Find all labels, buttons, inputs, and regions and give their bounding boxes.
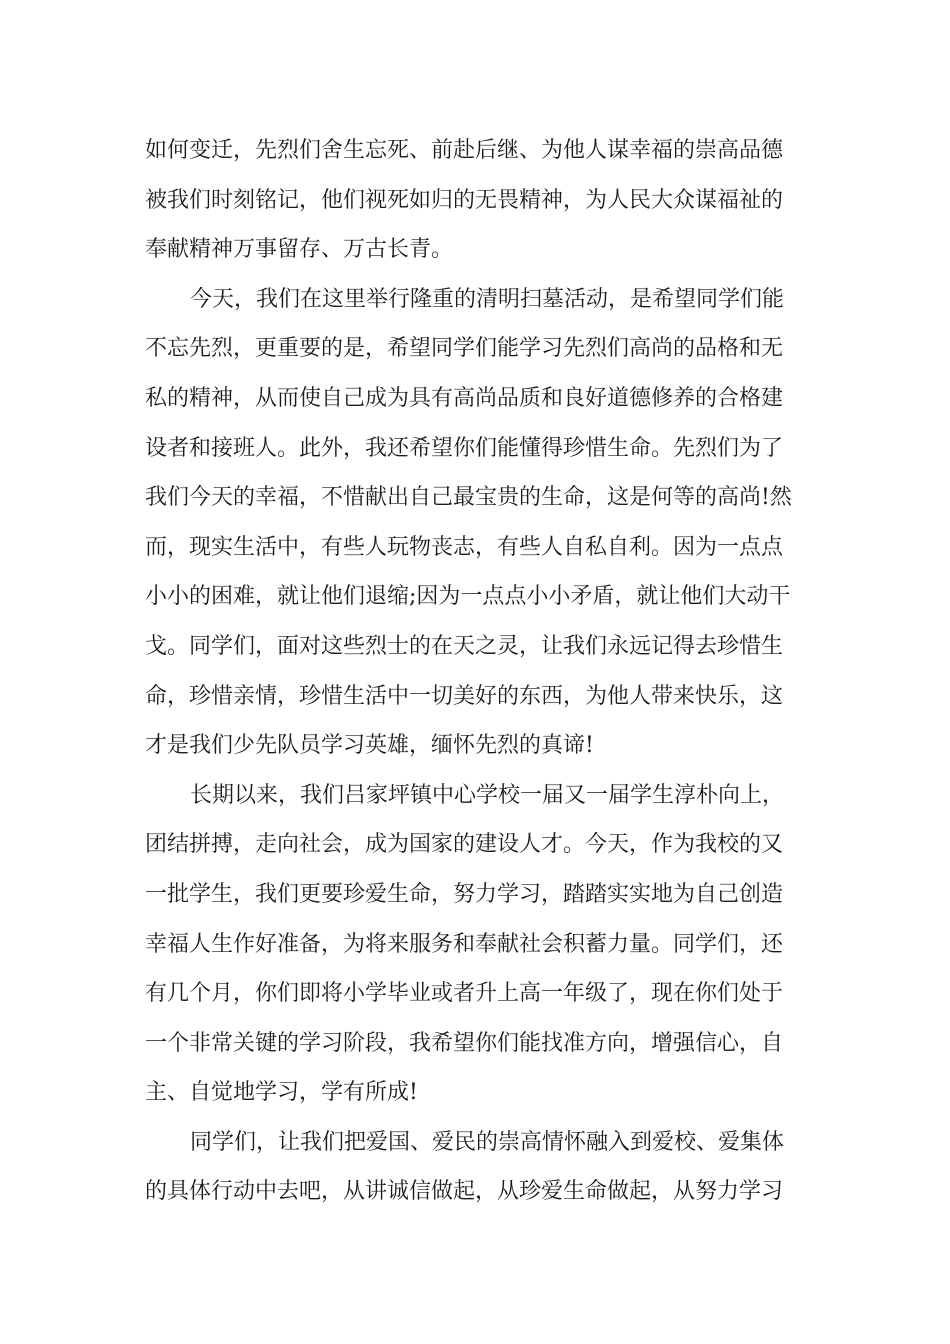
body-text <box>145 126 805 1217</box>
text-line: 一个非常关键的学习阶段，我希望你们能找准方向，增强信心，自 <box>145 1030 784 1056</box>
text-line: 的具体行动中去吧，从讲诚信做起，从珍爱生命做起，从努力学习 <box>145 1179 784 1205</box>
text-line: 命，珍惜亲情，珍惜生活中一切美好的东西，为他人带来快乐，这 <box>145 683 784 709</box>
text-line: 如何变迁，先烈们舍生忘死、前赴后继、为他人谋幸福的崇高品德 <box>145 138 784 163</box>
text-line: 一批学生，我们更要珍爱生命，努力学习，踏踏实实地为自己创造 <box>145 881 784 907</box>
text-line: 主、自觉地学习，学有所成! <box>145 1080 418 1106</box>
text-line: 而，现实生活中，有些人玩物丧志，有些人自私自利。因为一点点 <box>145 534 784 560</box>
text-line: 同学们，让我们把爱国、爱民的崇高情怀融入到爱校、爱集体 <box>190 1129 785 1155</box>
text-line: 团结拼搏，走向社会，成为国家的建设人才。今天，作为我校的又 <box>145 832 784 858</box>
text-line: 私的精神，从而使自己成为具有高尚品质和良好道德修养的合格建 <box>145 385 784 411</box>
text-line: 设者和接班人。此外，我还希望你们能懂得珍惜生命。先烈们为了 <box>145 435 784 461</box>
text-line: 被我们时刻铭记，他们视死如归的无畏精神，为人民大众谋福祉的 <box>145 187 784 213</box>
text-line: 戈。同学们，面对这些烈士的在天之灵，让我们永远记得去珍惜生 <box>145 633 784 659</box>
text-line: 小小的困难，就让他们退缩;因为一点点小小矛盾，就让他们大动干 <box>145 584 791 610</box>
text-line: 幸福人生作好准备，为将来服务和奉献社会积蓄力量。同学们，还 <box>145 931 784 957</box>
text-line: 奉献精神万事留存、万古长青。 <box>145 237 454 263</box>
text-line: 长期以来，我们吕家坪镇中心学校一届又一届学生淳朴向上， <box>190 782 785 808</box>
text-line: 才是我们少先队员学习英雄，缅怀先烈的真谛! <box>145 733 594 759</box>
text-line: 不忘先烈，更重要的是，希望同学们能学习先烈们高尚的品格和无 <box>145 336 784 362</box>
text-line: 有几个月，你们即将小学毕业或者升上高一年级了，现在你们处于 <box>145 981 784 1007</box>
text-line: 今天，我们在这里举行隆重的清明扫墓活动，是希望同学们能 <box>190 286 785 312</box>
text-line: 我们今天的幸福，不惜献出自己最宝贵的生命，这是何等的高尚!然 <box>145 485 792 511</box>
